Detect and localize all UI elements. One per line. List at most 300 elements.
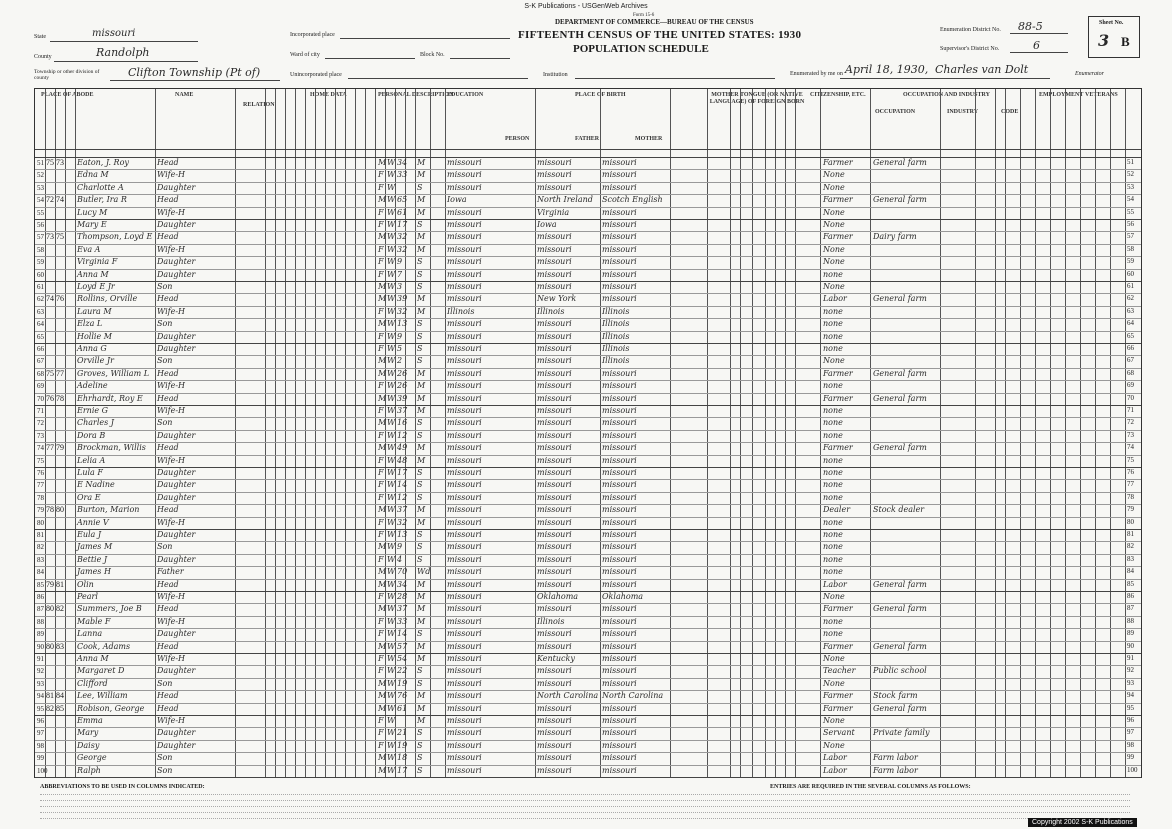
row-number-left: 79 bbox=[37, 506, 44, 515]
birthplace-mother: missouri bbox=[602, 530, 637, 539]
sex: F bbox=[378, 455, 384, 465]
group-home-data: HOME DATA bbox=[310, 92, 347, 98]
birthplace-father: missouri bbox=[537, 641, 572, 651]
row-divider bbox=[35, 529, 1141, 530]
birthplace-father: missouri bbox=[537, 765, 572, 775]
row-divider bbox=[35, 343, 1141, 344]
row-divider bbox=[35, 665, 1141, 666]
race: W bbox=[387, 554, 396, 564]
birthplace-person: missouri bbox=[447, 158, 482, 167]
birthplace-person: missouri bbox=[447, 468, 482, 477]
marital-status: S bbox=[417, 468, 423, 477]
birthplace-person: missouri bbox=[447, 691, 482, 701]
occupation: Labor bbox=[823, 753, 847, 763]
age: 13 bbox=[397, 530, 408, 539]
row-divider bbox=[35, 678, 1141, 679]
birthplace-father: missouri bbox=[537, 505, 572, 515]
age: 70 bbox=[397, 567, 408, 577]
age: 7 bbox=[397, 269, 403, 279]
person-name: Mary bbox=[77, 728, 99, 738]
occupation: Farmer bbox=[823, 691, 853, 701]
birthplace-mother: missouri bbox=[602, 269, 637, 279]
relation: Head bbox=[157, 443, 179, 453]
marital-status: S bbox=[417, 344, 423, 353]
relation: Head bbox=[157, 195, 179, 205]
occupation: None bbox=[823, 170, 845, 180]
sex: F bbox=[378, 220, 384, 229]
row-divider bbox=[35, 579, 1141, 580]
birthplace-person: missouri bbox=[447, 170, 482, 180]
birthplace-father: missouri bbox=[537, 629, 572, 639]
age: 19 bbox=[397, 678, 408, 688]
occupation: none bbox=[823, 344, 843, 353]
relation: Head bbox=[157, 158, 179, 167]
column-divider bbox=[1110, 89, 1111, 777]
person-name: George bbox=[77, 753, 107, 763]
sex: F bbox=[378, 344, 384, 353]
row-number: 68 bbox=[1127, 368, 1134, 377]
sheet-label: Sheet No. bbox=[1099, 20, 1124, 26]
sex: F bbox=[378, 728, 384, 738]
row-number-left: 90 bbox=[37, 642, 44, 651]
row-divider bbox=[35, 591, 1141, 592]
row-number: 66 bbox=[1127, 344, 1134, 352]
age: 9 bbox=[397, 331, 403, 341]
abbreviations-title: ABBREVIATIONS TO BE USED IN COLUMNS INDICATED: bbox=[40, 784, 205, 790]
row-number-left: 80 bbox=[37, 518, 44, 527]
occ-subhead-code: CODE bbox=[1001, 109, 1019, 115]
birthplace-father: missouri bbox=[537, 666, 572, 676]
occupation: none bbox=[823, 530, 843, 539]
race: W bbox=[387, 666, 396, 676]
family-number: 75 bbox=[56, 232, 64, 242]
relation: Daughter bbox=[157, 740, 196, 750]
age: 16 bbox=[397, 418, 408, 428]
birthplace-person: missouri bbox=[447, 616, 482, 626]
row-divider bbox=[35, 207, 1141, 208]
row-number-left: 72 bbox=[37, 419, 44, 428]
occupation: Farmer bbox=[823, 703, 853, 713]
birthplace-person: missouri bbox=[447, 207, 482, 217]
person-name: Burton, Marion bbox=[77, 505, 140, 515]
birthplace-mother: missouri bbox=[602, 468, 637, 477]
race: W bbox=[387, 158, 396, 167]
marital-status: M bbox=[417, 616, 426, 626]
birthplace-person: missouri bbox=[447, 641, 482, 651]
row-divider bbox=[35, 653, 1141, 654]
column-divider bbox=[730, 89, 731, 777]
relation: Daughter bbox=[157, 182, 196, 192]
row-divider bbox=[35, 256, 1141, 257]
birthplace-father: missouri bbox=[537, 368, 572, 378]
birthplace-person: missouri bbox=[447, 368, 482, 378]
unincorporated-label: Unincorporated place bbox=[290, 72, 342, 78]
race: W bbox=[387, 517, 396, 527]
occupation: Farmer bbox=[823, 604, 853, 614]
marital-status: M bbox=[417, 406, 426, 415]
sex: M bbox=[378, 282, 387, 291]
birthplace-mother: Scotch English bbox=[602, 195, 663, 205]
row-number-left: 75 bbox=[37, 456, 44, 465]
person-name: Rollins, Orville bbox=[77, 294, 138, 304]
age: 54 bbox=[397, 654, 408, 663]
row-number-left: 52 bbox=[37, 171, 44, 180]
birthplace-mother: missouri bbox=[602, 480, 637, 490]
industry: Farm labor bbox=[873, 753, 918, 763]
birthplace-person: missouri bbox=[447, 455, 482, 465]
group-personal-description: PERSONAL DESCRIPTION bbox=[378, 92, 454, 98]
race: W bbox=[387, 629, 396, 639]
marital-status: S bbox=[417, 269, 423, 279]
column-divider bbox=[795, 89, 796, 777]
birthplace-father: missouri bbox=[537, 753, 572, 763]
column-divider bbox=[315, 89, 316, 777]
occupation: Farmer bbox=[823, 393, 853, 403]
person-name: Anna M bbox=[77, 269, 109, 279]
sex: M bbox=[378, 765, 387, 775]
column-divider bbox=[345, 89, 346, 777]
race: W bbox=[387, 480, 396, 490]
occupation: none bbox=[823, 468, 843, 477]
row-number: 98 bbox=[1127, 740, 1134, 749]
race: W bbox=[387, 765, 396, 775]
row-divider bbox=[35, 293, 1141, 294]
age: 4 bbox=[397, 554, 403, 564]
occupation: none bbox=[823, 542, 843, 552]
person-name: Laura M bbox=[77, 306, 112, 316]
marital-status: M bbox=[417, 368, 426, 378]
sheet-value: 3 bbox=[1098, 31, 1110, 50]
occupation: None bbox=[823, 182, 845, 192]
occupation: none bbox=[823, 381, 843, 391]
race: W bbox=[387, 604, 396, 614]
age: 37 bbox=[397, 505, 408, 515]
row-divider bbox=[35, 616, 1141, 617]
age: 9 bbox=[397, 257, 403, 267]
occupation: None bbox=[823, 356, 845, 366]
age: 19 bbox=[397, 740, 408, 750]
group-relation: RELATION bbox=[243, 102, 275, 108]
birthplace-father: missouri bbox=[537, 430, 572, 440]
person-name: Ralph bbox=[77, 765, 101, 775]
race: W bbox=[387, 703, 396, 713]
occupation: None bbox=[823, 654, 845, 663]
birthplace-father: missouri bbox=[537, 468, 572, 477]
race: W bbox=[387, 567, 396, 577]
person-name: Edna M bbox=[77, 170, 109, 180]
marital-status: S bbox=[417, 282, 423, 291]
sex: F bbox=[378, 666, 384, 676]
marital-status: M bbox=[417, 455, 426, 465]
row-divider bbox=[35, 703, 1141, 704]
column-divider bbox=[765, 89, 766, 777]
birthplace-mother: Oklahoma bbox=[602, 592, 644, 601]
marital-status: S bbox=[417, 257, 423, 267]
column-divider bbox=[415, 89, 416, 777]
family-number: 83 bbox=[56, 641, 64, 651]
person-name: Elza L bbox=[77, 319, 103, 329]
person-name: Lula F bbox=[77, 468, 103, 477]
row-number: 77 bbox=[1127, 480, 1134, 489]
sex: M bbox=[378, 319, 387, 329]
row-number-left: 91 bbox=[37, 655, 44, 663]
sex: M bbox=[378, 579, 387, 589]
birthplace-person: missouri bbox=[447, 282, 482, 291]
birthplace-person: missouri bbox=[447, 319, 482, 329]
birthplace-mother: missouri bbox=[602, 368, 637, 378]
birthplace-father: missouri bbox=[537, 393, 572, 403]
row-number-left: 100 bbox=[37, 766, 48, 775]
sd-value: 6 bbox=[1033, 39, 1040, 52]
birthplace-person: missouri bbox=[447, 765, 482, 775]
age: 17 bbox=[397, 765, 408, 775]
birthplace-father: missouri bbox=[537, 443, 572, 453]
person-name: Lee, William bbox=[77, 691, 128, 701]
dwelling-number: 75 bbox=[46, 368, 54, 378]
row-divider bbox=[35, 641, 1141, 642]
sex: M bbox=[378, 443, 387, 453]
relation: Wife-H bbox=[157, 170, 186, 180]
race: W bbox=[387, 616, 396, 626]
family-number: 77 bbox=[56, 368, 64, 378]
census-title: FIFTEENTH CENSUS OF THE UNITED STATES: 1930 bbox=[518, 29, 802, 41]
column-divider bbox=[1005, 89, 1006, 777]
race: W bbox=[387, 542, 396, 552]
column-divider bbox=[1065, 89, 1066, 777]
birthplace-mother: missouri bbox=[602, 232, 637, 242]
sex: F bbox=[378, 381, 384, 391]
relation: Head bbox=[157, 703, 179, 713]
birthplace-person: missouri bbox=[447, 406, 482, 415]
row-number: 73 bbox=[1127, 430, 1134, 439]
birthplace-father: missouri bbox=[537, 356, 572, 366]
birthplace-father: missouri bbox=[537, 716, 572, 725]
column-divider bbox=[385, 89, 386, 777]
family-number: 82 bbox=[56, 604, 64, 614]
birthplace-father: missouri bbox=[537, 232, 572, 242]
industry: General farm bbox=[873, 195, 927, 205]
birthplace-mother: missouri bbox=[602, 170, 637, 180]
sex: F bbox=[378, 207, 384, 217]
relation: Daughter bbox=[157, 728, 196, 738]
row-number-left: 64 bbox=[37, 320, 44, 329]
race: W bbox=[387, 294, 396, 304]
row-divider bbox=[35, 306, 1141, 307]
occupation: none bbox=[823, 306, 843, 316]
birthplace-person: missouri bbox=[447, 220, 482, 229]
occupation: None bbox=[823, 257, 845, 267]
birthplace-mother: missouri bbox=[602, 220, 637, 229]
row-divider bbox=[35, 455, 1141, 456]
township-value: Clifton Township (Pt of) bbox=[128, 66, 261, 79]
age: 9 bbox=[397, 542, 403, 552]
row-divider bbox=[35, 492, 1141, 493]
row-number-left: 76 bbox=[37, 469, 44, 477]
marital-status: M bbox=[417, 393, 426, 403]
marital-status: S bbox=[417, 331, 423, 341]
birthplace-father: missouri bbox=[537, 492, 572, 502]
person-name: Daisy bbox=[77, 740, 100, 750]
relation: Son bbox=[157, 765, 173, 775]
row-number: 97 bbox=[1127, 728, 1134, 737]
row-divider bbox=[35, 603, 1141, 604]
row-number: 82 bbox=[1127, 542, 1134, 551]
enumerator-suffix: Enumerator bbox=[1075, 71, 1104, 77]
race: W bbox=[387, 468, 396, 477]
group-name: NAME bbox=[175, 92, 194, 98]
relation: Head bbox=[157, 232, 179, 242]
marital-status: S bbox=[417, 666, 423, 676]
marital-status: S bbox=[417, 220, 423, 229]
department-title: DEPARTMENT OF COMMERCE—BUREAU OF THE CENSUS bbox=[555, 18, 754, 26]
birthplace-mother: missouri bbox=[602, 666, 637, 676]
occupation: none bbox=[823, 567, 843, 577]
birthplace-father: missouri bbox=[537, 542, 572, 552]
sex: M bbox=[378, 703, 387, 713]
age: 61 bbox=[397, 703, 408, 713]
row-number-left: 93 bbox=[37, 679, 44, 688]
marital-status: M bbox=[417, 381, 426, 391]
person-name: Dora B bbox=[77, 430, 106, 440]
birthplace-person: missouri bbox=[447, 257, 482, 267]
marital-status: S bbox=[417, 430, 423, 440]
race: W bbox=[387, 232, 396, 242]
birthplace-mother: missouri bbox=[602, 393, 637, 403]
dwelling-number: 80 bbox=[46, 641, 54, 651]
family-number: 81 bbox=[56, 579, 64, 589]
row-number: 94 bbox=[1127, 691, 1134, 700]
age: 12 bbox=[397, 430, 408, 440]
birthplace-mother: missouri bbox=[602, 641, 637, 651]
occupation: none bbox=[823, 319, 843, 329]
row-number: 79 bbox=[1127, 505, 1134, 514]
person-name: James M bbox=[77, 542, 113, 552]
row-divider bbox=[35, 244, 1141, 245]
dwelling-number: 74 bbox=[46, 294, 54, 304]
sex: M bbox=[378, 542, 387, 552]
birthplace-person: missouri bbox=[447, 418, 482, 428]
industry: Private family bbox=[873, 728, 930, 738]
entries-title: ENTRIES ARE REQUIRED IN THE SEVERAL COLUMNS AS FOLLOWS: bbox=[770, 784, 971, 790]
race: W bbox=[387, 443, 396, 453]
birthplace-mother: Illinois bbox=[602, 319, 630, 329]
person-name: Mable F bbox=[77, 616, 111, 626]
sex: M bbox=[378, 356, 387, 366]
industry: Stock dealer bbox=[873, 505, 925, 515]
row-number-left: 89 bbox=[37, 630, 44, 639]
person-name: Charles J bbox=[77, 418, 115, 428]
occupation: none bbox=[823, 430, 843, 440]
occupation: Farmer bbox=[823, 195, 853, 205]
race: W bbox=[387, 182, 396, 192]
person-name: Ernie G bbox=[77, 406, 109, 415]
age: 26 bbox=[397, 381, 408, 391]
birthplace-father: missouri bbox=[537, 381, 572, 391]
row-number-left: 55 bbox=[37, 208, 44, 217]
birthplace-person: missouri bbox=[447, 517, 482, 527]
header-divider bbox=[35, 157, 1141, 158]
row-divider bbox=[35, 417, 1141, 418]
relation: Head bbox=[157, 641, 179, 651]
row-number-left: 68 bbox=[37, 369, 44, 378]
row-number: 91 bbox=[1127, 654, 1134, 662]
birthplace-father: missouri bbox=[537, 567, 572, 577]
race: W bbox=[387, 740, 396, 750]
birthplace-person: missouri bbox=[447, 294, 482, 304]
race: W bbox=[387, 716, 396, 725]
group-citizenship: CITIZENSHIP, ETC. bbox=[810, 92, 866, 98]
birthplace-mother: missouri bbox=[602, 282, 637, 291]
column-divider bbox=[535, 89, 536, 777]
race: W bbox=[387, 592, 396, 601]
row-number: 78 bbox=[1127, 492, 1134, 501]
birthplace-mother: missouri bbox=[602, 418, 637, 428]
birth-subhead-father: FATHER bbox=[575, 136, 600, 142]
column-divider bbox=[275, 89, 276, 777]
birthplace-mother: missouri bbox=[602, 740, 637, 750]
row-divider bbox=[35, 740, 1141, 741]
row-divider bbox=[35, 430, 1141, 431]
row-divider bbox=[35, 169, 1141, 170]
marital-status: S bbox=[417, 728, 423, 738]
person-name: Eva A bbox=[77, 244, 101, 254]
birthplace-mother: Illinois bbox=[602, 331, 630, 341]
row-number: 88 bbox=[1127, 616, 1134, 625]
person-name: Bettie J bbox=[77, 554, 108, 564]
industry: General farm bbox=[873, 579, 927, 589]
birthplace-father: Virginia bbox=[537, 207, 570, 217]
marital-status: S bbox=[417, 765, 423, 775]
occ-subhead-industry: INDUSTRY bbox=[947, 109, 979, 115]
relation: Son bbox=[157, 753, 173, 763]
marital-status: S bbox=[417, 678, 423, 688]
row-divider bbox=[35, 331, 1141, 332]
row-divider bbox=[35, 715, 1141, 716]
relation: Head bbox=[157, 393, 179, 403]
age: 33 bbox=[397, 616, 408, 626]
birthplace-father: missouri bbox=[537, 158, 572, 167]
family-number: 84 bbox=[56, 691, 64, 701]
sex: M bbox=[378, 294, 387, 304]
row-number-left: 81 bbox=[37, 531, 44, 539]
birthplace-father: North Carolina bbox=[537, 691, 599, 701]
birthplace-mother: missouri bbox=[602, 765, 637, 775]
industry: General farm bbox=[873, 703, 927, 713]
marital-status: S bbox=[417, 629, 423, 639]
row-divider bbox=[35, 541, 1141, 542]
sex: M bbox=[378, 418, 387, 428]
person-name: Ora E bbox=[77, 492, 101, 502]
marital-status: S bbox=[417, 182, 423, 192]
sex: M bbox=[378, 753, 387, 763]
age: 32 bbox=[397, 306, 408, 316]
race: W bbox=[387, 306, 396, 316]
race: W bbox=[387, 505, 396, 515]
occupation: none bbox=[823, 616, 843, 626]
birthplace-person: missouri bbox=[447, 579, 482, 589]
column-divider bbox=[870, 89, 871, 777]
relation: Daughter bbox=[157, 257, 196, 267]
column-divider bbox=[670, 89, 671, 777]
row-divider bbox=[35, 231, 1141, 232]
birthplace-mother: missouri bbox=[602, 542, 637, 552]
relation: Wife-H bbox=[157, 381, 186, 391]
column-divider bbox=[740, 89, 741, 777]
row-divider bbox=[35, 281, 1141, 282]
sex: F bbox=[378, 170, 384, 180]
race: W bbox=[387, 244, 396, 254]
column-divider bbox=[45, 89, 46, 777]
